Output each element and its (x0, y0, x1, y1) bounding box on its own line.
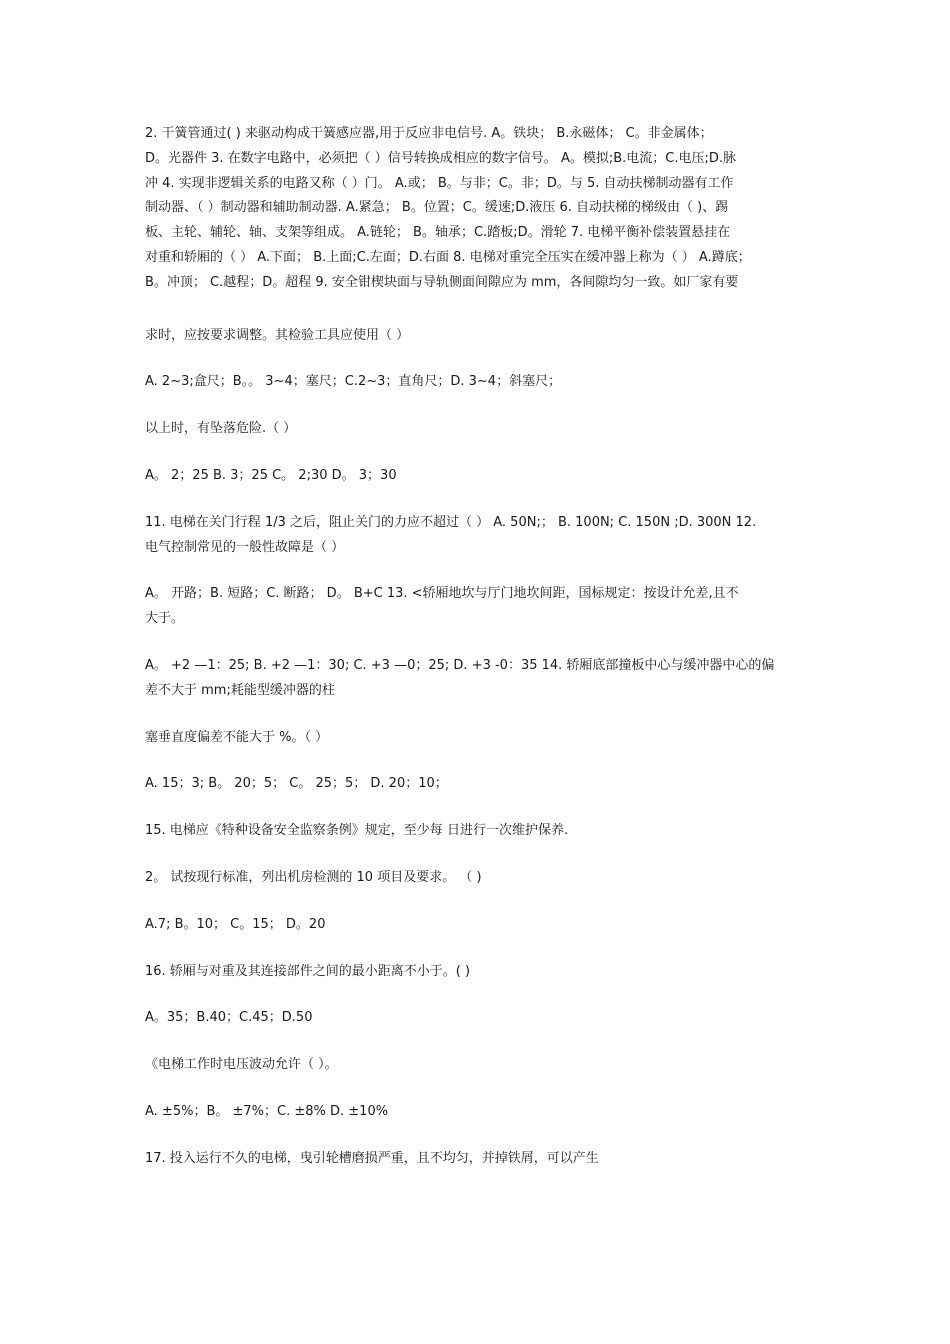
paragraph-question-13-options (145, 654, 810, 704)
text-line: 制动器、（ ）制动器和辅助制动器. A.紧急； B。位置；C。缓速;D.液压 6. 自动扶梯的梯级由（ )、踢 (145, 200, 729, 216)
paragraph-question-9-options (145, 370, 810, 395)
paragraph-voltage-question (145, 1053, 810, 1078)
text-line: D。光器件 3. 在数字电路中，必须把（ ）信号转换成相应的数字信号。 A。模拟;B.电流；C.电压;D.脉 (145, 150, 736, 166)
text-line: 板、主轮、辅轮、轴、支架等组成。 A.链轮； B。轴承；C.踏板;D。滑轮 7. 电梯平衡补偿装置悬挂在 (145, 225, 731, 241)
paragraph-question-9-cont (145, 324, 810, 349)
text-line: 塞垂直度偏差不能大于 %。（ ） (145, 729, 329, 745)
text-line: A.7; B。10； C。15； D。20 (145, 916, 326, 932)
text-line: 电气控制常见的一般性故障是（ ） (145, 539, 345, 555)
paragraph-questions-2-9 (145, 122, 810, 296)
paragraph-question-2b-options (145, 913, 810, 938)
text-line: A. 2~3;盒尺；B。。 3~4；塞尺；C.2~3；直角尺；D. 3~4；斜塞尺； (145, 374, 562, 390)
document-page (145, 122, 810, 1172)
paragraph-question-16-options (145, 1006, 810, 1031)
text-line: A。 2；25 B. 3；25 C。 2;30 D。 3；30 (145, 467, 397, 483)
text-line: 2。 试按现行标准，列出机房检测的 10 项目及要求。 （ ) (145, 869, 482, 885)
text-line: 16. 轿厢与对重及其连接部件之间的最小距离不小于。( ) (145, 963, 471, 979)
text-line: 对重和轿厢的（ ） A.下面； B.上面;C.左面；D.右面 8. 电梯对重完全压实在缓冲器上称为（ ） A.蹲底； (145, 249, 751, 265)
text-line: 求时，应按要求调整。其检验工具应使用（ ） (145, 327, 410, 343)
text-line: 《电梯工作时电压波动允许（ ）。 (145, 1057, 338, 1073)
text-line: 11. 电梯在关门行程 1/3 之后，阻止关门的力应不超过（ ） A. 50N;； B. 100N; C. 150N ;D. 300N 12. (145, 514, 757, 530)
text-line: 15. 电梯应《特种设备安全监察条例》规定，至少每 日进行一次维护保养. (145, 823, 569, 839)
text-line: 2. 干簧管通过( ) 来驱动构成干簧感应器,用于反应非电信号. A。铁块； B.永磁体； C。非金属体； (145, 126, 713, 141)
paragraph-question-10-options (145, 464, 810, 489)
paragraph-voltage-options (145, 1100, 810, 1125)
text-line: B。冲顶； C.越程；D。超程 9. 安全钳楔块面与导轨侧面间隙应为 mm，各间隙均匀一致。如厂家有要 (145, 274, 739, 290)
paragraph-question-14-options (145, 772, 810, 797)
paragraph-question-12-options (145, 582, 810, 632)
text-line: A。 开路；B. 短路；C. 断路； D。 B+C 13. <轿厢地坎与厅门地坎间距，国标规定：按设计允差,且不 (145, 586, 739, 602)
paragraph-question-16 (145, 960, 810, 985)
text-line: A。35；B.40；C.45；D.50 (145, 1010, 313, 1026)
text-line: 以上时，有坠落危险.（ ） (145, 421, 297, 437)
text-line: 17. 投入运行不久的电梯，曳引轮槽磨损严重，且不均匀，并掉铁屑，可以产生 (145, 1150, 599, 1166)
text-line: 冲 4. 实现非逻辑关系的电路又称（ ）门。 A.或； B。与非；C。非；D。与 5. 自动扶梯制动器有工作 (145, 175, 734, 191)
paragraph-question-2b (145, 866, 810, 891)
text-line: 差不大于 mm;耗能型缓冲器的柱 (145, 682, 335, 698)
paragraph-question-10 (145, 417, 810, 442)
paragraph-question-14-cont (145, 726, 810, 751)
paragraph-questions-11-12 (145, 511, 810, 561)
paragraph-question-17 (145, 1147, 810, 1172)
paragraph-question-15 (145, 819, 810, 844)
text-line: A. 15；3; B。 20；5； C。 25；5； D. 20；10； (145, 776, 448, 792)
text-line: A。 +2 —1：25; B. +2 —1：30; C. +3 —0；25; D. +3 -0：35 14. 轿厢底部撞板中心与缓冲器中心的偏 (145, 657, 775, 673)
text-line: A. ±5%；B。 ±7%；C. ±8% D. ±10% (145, 1103, 389, 1119)
text-line: 大于。 (145, 611, 185, 627)
